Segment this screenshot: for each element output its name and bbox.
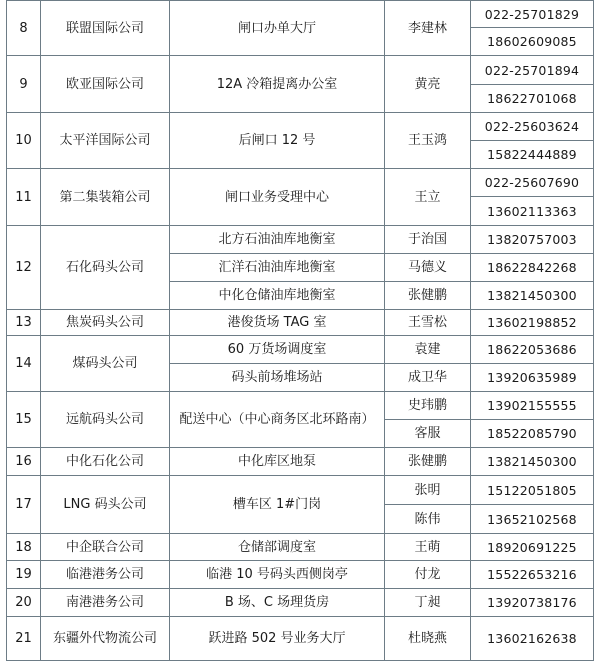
phone-cell: 13820757003 [471, 226, 594, 254]
phone-cell: 022-25701829 [471, 1, 594, 28]
location-cell: 汇洋石油油库地衡室 [170, 254, 385, 282]
row-index: 18 [7, 534, 41, 561]
contact-cell: 张健鹏 [385, 282, 471, 310]
row-index: 16 [7, 448, 41, 476]
row-index: 19 [7, 561, 41, 589]
location-cell: 槽车区 1#门岗 [170, 476, 385, 534]
location-cell: 码头前场堆场站 [170, 364, 385, 392]
row-index: 10 [7, 113, 41, 169]
company-cell: 煤码头公司 [41, 336, 170, 392]
company-cell: 南港港务公司 [41, 589, 170, 617]
contact-cell: 王雪松 [385, 310, 471, 336]
company-cell: 石化码头公司 [41, 226, 170, 310]
row-index: 13 [7, 310, 41, 336]
company-cell: 联盟国际公司 [41, 1, 170, 56]
table-row [7, 169, 594, 197]
contact-cell: 陈伟 [385, 505, 471, 534]
contact-cell: 付龙 [385, 561, 471, 589]
row-index: 20 [7, 589, 41, 617]
table-row [7, 1, 594, 28]
row-index: 11 [7, 169, 41, 226]
company-cell: 太平洋国际公司 [41, 113, 170, 169]
company-cell: LNG 码头公司 [41, 476, 170, 534]
contact-cell: 李建林 [385, 1, 471, 56]
table-row [7, 589, 594, 617]
phone-cell: 13602113363 [471, 197, 594, 226]
row-index: 12 [7, 226, 41, 310]
company-cell: 远航码头公司 [41, 392, 170, 448]
company-cell: 第二集装箱公司 [41, 169, 170, 226]
table-row [7, 226, 594, 254]
location-cell: 跃进路 502 号业务大厅 [170, 617, 385, 661]
phone-cell: 13902155555 [471, 392, 594, 420]
table-row [7, 336, 594, 364]
contact-cell: 马德义 [385, 254, 471, 282]
contact-cell: 张健鹏 [385, 448, 471, 476]
phone-cell: 15822444889 [471, 141, 594, 169]
location-cell: 港俊货场 TAG 室 [170, 310, 385, 336]
company-cell: 中化石化公司 [41, 448, 170, 476]
contact-cell: 成卫华 [385, 364, 471, 392]
phone-cell: 13920635989 [471, 364, 594, 392]
contact-cell: 张明 [385, 476, 471, 505]
location-cell: B 场、C 场理货房 [170, 589, 385, 617]
row-index: 21 [7, 617, 41, 661]
company-cell: 焦炭码头公司 [41, 310, 170, 336]
phone-cell: 18622701068 [471, 85, 594, 113]
phone-cell: 13821450300 [471, 448, 594, 476]
company-cell: 中企联合公司 [41, 534, 170, 561]
location-cell: 配送中心（中心商务区北环路南） [170, 392, 385, 448]
company-cell: 欧亚国际公司 [41, 56, 170, 113]
contact-cell: 黄亮 [385, 56, 471, 113]
location-cell: 后闸口 12 号 [170, 113, 385, 169]
row-index: 17 [7, 476, 41, 534]
table-row [7, 56, 594, 85]
company-cell: 东疆外代物流公司 [41, 617, 170, 661]
contact-cell: 袁建 [385, 336, 471, 364]
location-cell: 中化仓储油库地衡室 [170, 282, 385, 310]
contact-cell: 王立 [385, 169, 471, 226]
location-cell: 中化库区地泵 [170, 448, 385, 476]
row-index: 9 [7, 56, 41, 113]
company-cell: 临港港务公司 [41, 561, 170, 589]
contact-cell: 史玮鹏 [385, 392, 471, 420]
phone-cell: 13602198852 [471, 310, 594, 336]
phone-cell: 022-25607690 [471, 169, 594, 197]
table-row [7, 310, 594, 336]
table-row [7, 392, 594, 420]
table-row [7, 476, 594, 505]
phone-cell: 18920691225 [471, 534, 594, 561]
phone-cell: 13821450300 [471, 282, 594, 310]
table-row [7, 113, 594, 141]
contact-table [6, 0, 594, 661]
phone-cell: 022-25603624 [471, 113, 594, 141]
location-cell: 12A 冷箱提离办公室 [170, 56, 385, 113]
table-row [7, 561, 594, 589]
phone-cell: 18622053686 [471, 336, 594, 364]
contact-cell: 丁昶 [385, 589, 471, 617]
row-index: 15 [7, 392, 41, 448]
phone-cell: 18522085790 [471, 420, 594, 448]
phone-cell: 022-25701894 [471, 56, 594, 85]
phone-cell: 13920738176 [471, 589, 594, 617]
location-cell: 60 万货场调度室 [170, 336, 385, 364]
location-cell: 北方石油油库地衡室 [170, 226, 385, 254]
contact-cell: 王萌 [385, 534, 471, 561]
phone-cell: 15522653216 [471, 561, 594, 589]
phone-cell: 13602162638 [471, 617, 594, 661]
phone-cell: 18622842268 [471, 254, 594, 282]
phone-cell: 15122051805 [471, 476, 594, 505]
contact-cell: 客服 [385, 420, 471, 448]
contact-cell: 杜晓燕 [385, 617, 471, 661]
row-index: 8 [7, 1, 41, 56]
location-cell: 闸口办单大厅 [170, 1, 385, 56]
contact-cell: 王玉鸿 [385, 113, 471, 169]
location-cell: 临港 10 号码头西侧岗亭 [170, 561, 385, 589]
phone-cell: 18602609085 [471, 28, 594, 56]
phone-cell: 13652102568 [471, 505, 594, 534]
row-index: 14 [7, 336, 41, 392]
table-row [7, 617, 594, 661]
contact-cell: 于治国 [385, 226, 471, 254]
location-cell: 仓储部调度室 [170, 534, 385, 561]
location-cell: 闸口业务受理中心 [170, 169, 385, 226]
table-row [7, 534, 594, 561]
table-row [7, 448, 594, 476]
